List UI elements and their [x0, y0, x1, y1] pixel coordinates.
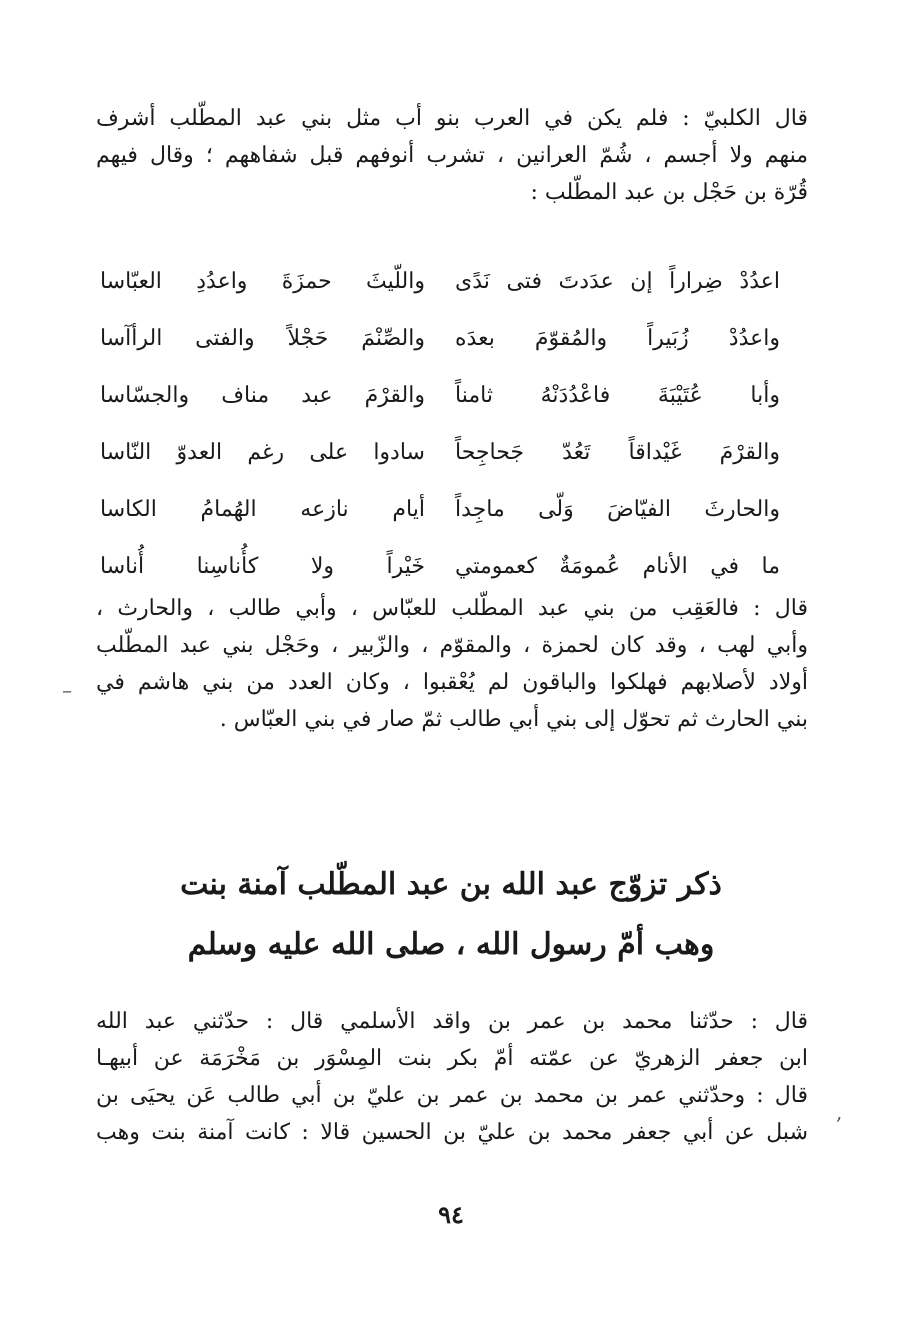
intro-line-3: قُرّة بن حَجْل بن عبد المطّلب :	[530, 180, 808, 205]
poem-verse-1	[100, 253, 780, 310]
narration-paragraph	[96, 1003, 808, 1151]
genealogy-line-4: بني الحارث ثم تحوّل إلى بني أبي طالب ثمّ صار في بني العبّاس .	[219, 707, 808, 732]
margin-tick-mark: ,	[836, 1100, 843, 1124]
poem-verse-5	[100, 481, 780, 538]
intro-line-2: منهم ولا أجسم ، شُمّ العرانين ، تشرب أنوفهم قبل شفاههم ؛ وقال فيهم	[96, 143, 808, 168]
poem-verse-2	[100, 310, 780, 367]
verse-1-first-hemistich: اعدُدْ ضِراراً إن عدَدتَ فتى نَدًى	[455, 269, 780, 294]
verse-3-second-hemistich: والقرْمَ عبد مناف والجسّاسا	[100, 383, 425, 408]
poem-verse-6	[100, 538, 780, 595]
margin-dash-mark: –	[62, 678, 72, 702]
intro-line-1: قال الكلبيّ : فلم يكن في العرب بنو أب مثل بني عبد المطّلب أشرف	[96, 106, 808, 131]
intro-paragraph	[96, 100, 808, 211]
page-number: ٩٤	[438, 1200, 464, 1229]
narration-line-2: ابن جعفر الزهريّ عن عمّته أمّ بكر بنت المِسْوَر بن مَخْرَمَة عن أبيهـا	[96, 1046, 808, 1071]
genealogy-paragraph	[96, 590, 808, 738]
genealogy-line-2: وأبي لهب ، وقد كان لحمزة ، والمقوّم ، والزّبير ، وحَجْل بني عبد المطّلب	[96, 633, 808, 658]
narration-line-1: قال : حدّثنا محمد بن عمر بن واقد الأسلمي قال : حدّثني عبد الله	[96, 1009, 808, 1034]
verse-6-second-hemistich: خَيْراً ولا كأُناسِنا أُناسا	[100, 554, 425, 579]
verse-5-first-hemistich: والحارثَ الفيّاضَ وَلّى ماجِداً	[455, 497, 780, 522]
narration-line-4: شبل عن أبي جعفر محمد بن عليّ بن الحسين قالا : كانت آمنة بنت وهب	[96, 1120, 808, 1145]
poem-verse-4	[100, 424, 780, 481]
verse-5-second-hemistich: أيام نازعه الهُمامُ الكاسا	[100, 497, 425, 522]
verse-4-first-hemistich: والقرْمَ غَيْداقاً تَعُدّ جَحاجِحاً	[455, 440, 780, 465]
poem	[100, 253, 780, 595]
narration-line-3: قال : وحدّثني عمر بن محمد بن عمر بن عليّ بن أبي طالب عَن يحيَى بن	[96, 1083, 808, 1108]
verse-1-second-hemistich: واللّيثَ حمزَةَ واعدُدِ العبّاسا	[100, 269, 425, 294]
verse-2-first-hemistich: واعدُدْ زُبَيراً والمُقوّمَ بعدَه	[455, 326, 780, 351]
verse-6-first-hemistich: ما في الأنام عُمومَةٌ كعمومتي	[455, 554, 780, 579]
poem-verse-3	[100, 367, 780, 424]
verse-4-second-hemistich: سادوا على رغم العدوّ النّاسا	[100, 440, 425, 465]
genealogy-line-3: أولاد لأصلابهم فهلكوا والباقون لم يُعْقبوا ، وكان العدد من بني هاشم في	[96, 670, 808, 695]
genealogy-line-1: قال : فالعَقِب من بني عبد المطّلب للعبّاس ، وأبي طالب ، والحارث ،	[96, 596, 808, 621]
verse-2-second-hemistich: والصِّنْمَ حَجْلاً والفتى الرأآسا	[100, 326, 425, 351]
section-heading	[100, 855, 802, 975]
section-heading-line-1: ذكر تزوّج عبد الله بن عبد المطّلب آمنة بنت	[180, 867, 722, 902]
section-heading-line-2: وهب أمّ رسول الله ، صلى الله عليه وسلم	[187, 927, 715, 962]
verse-3-first-hemistich: وأبا عُتَيْبَةَ فاعْدُدَنْهُ ثامناً	[455, 383, 780, 408]
